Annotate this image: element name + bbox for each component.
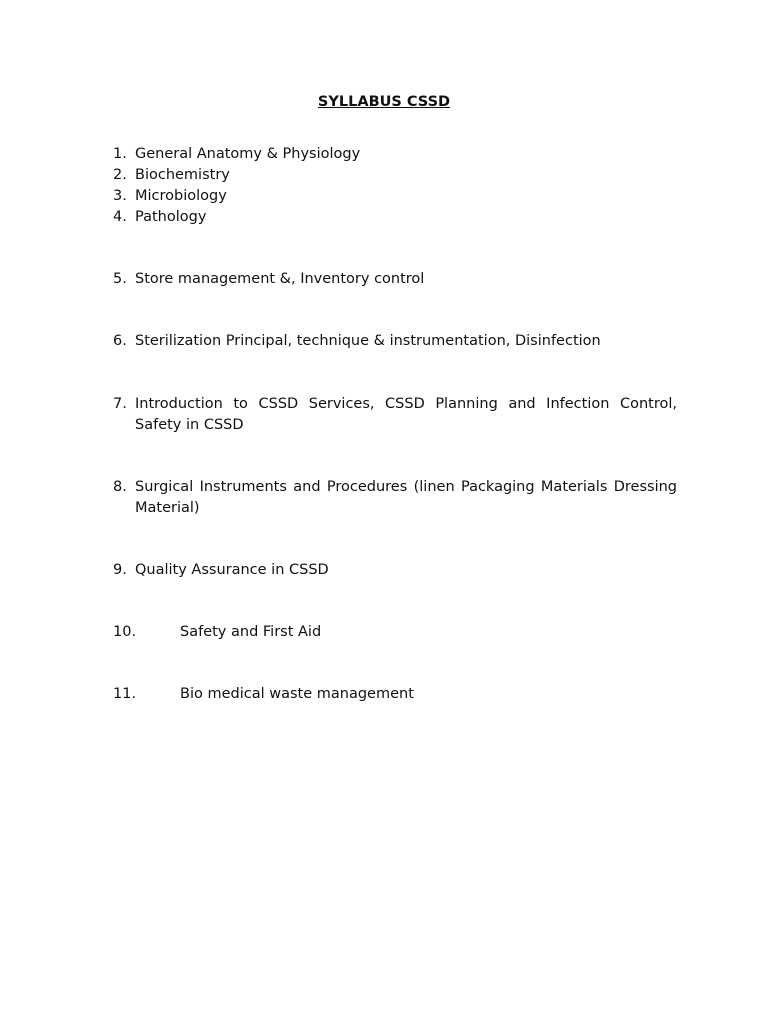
item-text: Pathology xyxy=(135,209,207,225)
item-number: 11. xyxy=(113,686,137,702)
item-number: 8. xyxy=(113,479,127,495)
item-number: 4. xyxy=(113,209,127,225)
item-number: 1. xyxy=(113,146,127,162)
syllabus-item xyxy=(113,477,677,519)
item-text: Quality Assurance in CSSD xyxy=(135,562,329,578)
item-number: 2. xyxy=(113,167,127,183)
item-number: 3. xyxy=(113,188,127,204)
syllabus-item xyxy=(113,144,677,165)
item-number: 10. xyxy=(113,624,137,640)
item-text: Safety and First Aid xyxy=(180,624,322,640)
item-text: Surgical Instruments and Procedures (linen Packaging Materials Dressing Material) xyxy=(135,479,677,516)
document-title: SYLLABUS CSSD xyxy=(317,94,451,110)
syllabus-item xyxy=(113,165,677,186)
syllabus-item xyxy=(113,207,677,228)
item-number: 9. xyxy=(113,562,127,578)
syllabus-item xyxy=(113,622,677,643)
syllabus-item xyxy=(113,684,677,705)
item-text: Sterilization Principal, technique & instrumentation, Disinfection xyxy=(135,333,601,349)
syllabus-item xyxy=(113,331,677,352)
syllabus-item xyxy=(113,186,677,207)
item-text: Store management &, Inventory control xyxy=(135,271,425,287)
item-text: Introduction to CSSD Services, CSSD Planning and Infection Control, Safety in CSSD xyxy=(135,396,677,433)
item-text: Microbiology xyxy=(135,188,227,204)
syllabus-item xyxy=(113,269,677,290)
item-text: Biochemistry xyxy=(135,167,230,183)
item-number: 7. xyxy=(113,396,127,412)
syllabus-item xyxy=(113,560,677,581)
syllabus-item xyxy=(113,394,677,436)
item-number: 5. xyxy=(113,271,127,287)
item-text: General Anatomy & Physiology xyxy=(135,146,361,162)
item-text: Bio medical waste management xyxy=(180,686,414,702)
item-number: 6. xyxy=(113,333,127,349)
